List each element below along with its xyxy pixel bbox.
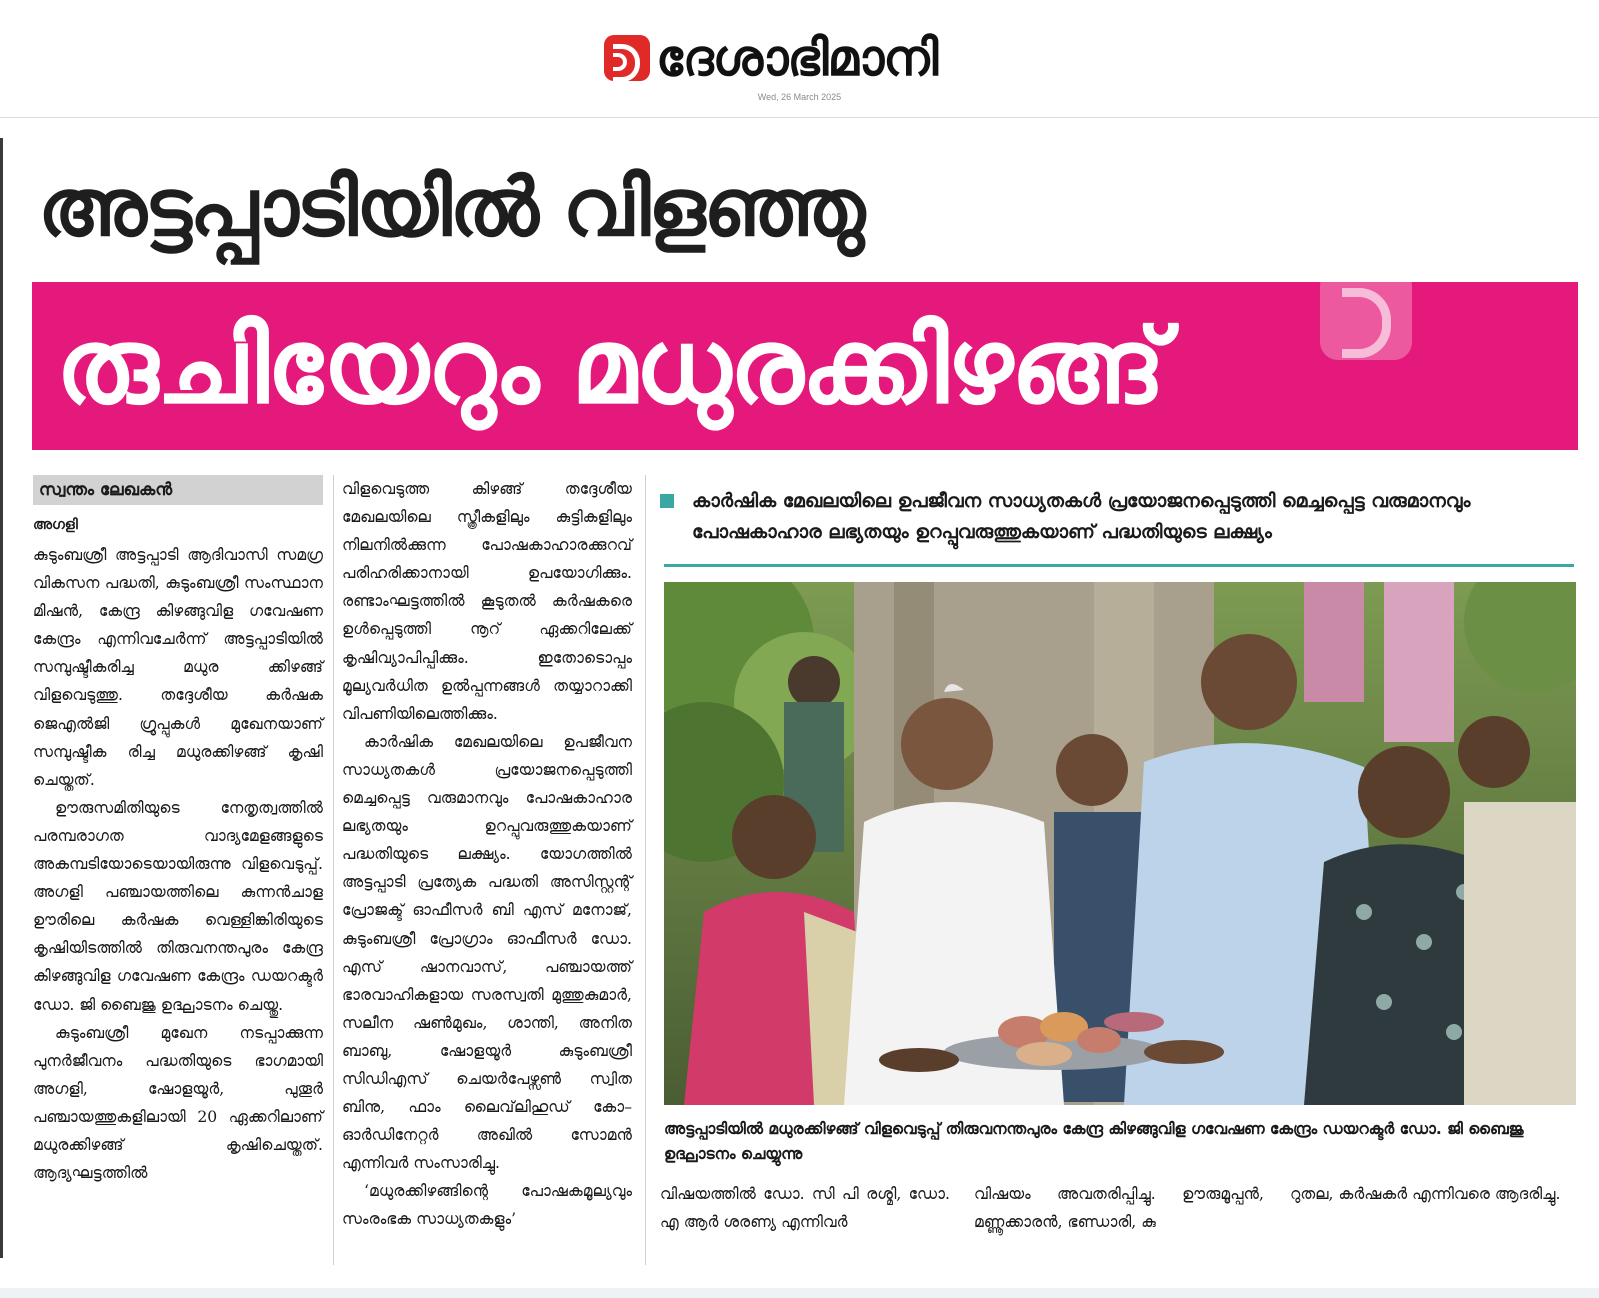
edition-date: Wed, 26 March 2025 bbox=[757, 92, 842, 102]
photo-caption: അട്ടപ്പാടിയിൽ മധുരക്കിഴങ്ങ് വിളവെടുപ്പ് തിരുവനന്തപുരം കേന്ദ്ര കിഴങ്ങുവിള ഗവേഷണ കേന്ദ്രം ഡയറക്ടർ ഡോ. ജി ബൈജു ഉദ്ഘാടനം ചെയ്യുന്നു bbox=[664, 1120, 1524, 1163]
news-clipping bbox=[0, 138, 1599, 1298]
deshabhimani-logo-icon bbox=[604, 35, 650, 81]
article-column-1 bbox=[33, 475, 323, 1187]
page-edge bbox=[0, 138, 3, 1258]
page-bottom-band bbox=[0, 1288, 1599, 1298]
paragraph: കാർഷിക മേഖലയിലെ ഉപജീവന സാധ്യതകൾ പ്രയോജനപ്പെടുത്തി മെച്ചപ്പെട്ട വരുമാനവും പോഷകാഹാര ലഭ്യതയും ഉറപ്പുവരുത്തുകയാണ് പദ്ധതിയുടെ ലക്ഷ്യം. യോഗത്തിൽ അട്ടപ്പാടി പ്രത്യേക പദ്ധതി അസിസ്റ്റന്റ് പ്രോജക്ട് ഓഫീസർ ബി എസ് മനോജ്, കുടുംബശ്രീ പ്രോഗ്രാം ഓഫീസർ ഡോ. എസ് ഷാനവാസ്, പഞ്ചായത്ത് ഭാരവാഹികളായ സരസ്വതി മുത്തുകുമാർ, സലീന ഷൺമുഖം, ശാന്തി, അനിത ബാബു, ഷോളയൂർ കുടുംബശ്രീ സിഡിഎസ് ചെയർപേഴ്സൺ സ്വിത ബിനു, ഫാം ലൈവ്‌ലിഹുഡ് കോ–ഓർഡിനേറ്റർ അഖിൽ സോമൻ എന്നിവർ സംസാരിച്ചു. bbox=[342, 732, 632, 1173]
site-logo[interactable] bbox=[604, 28, 937, 88]
logo-text: ദേശാഭിമാനി bbox=[656, 29, 938, 87]
paragraph: ഊരുസമിതിയുടെ നേതൃത്വത്തിൽ പരമ്പരാഗത വാദ്യമേളങ്ങളുടെ അകമ്പടിയോടെയായിരുന്നു വിളവെടുപ്പ്. അഗളി പഞ്ചായത്തിലെ കുന്നൻചാള ഊരിലെ കർഷക വെള്ളിങ്കിരിയുടെ കൃഷിയിടത്തിൽ തിരുവനന്തപുരം കേന്ദ്ര കിഴങ്ങുവിള ഗവേഷണ കേന്ദ്രം ഡയറക്ടർ ഡോ. ജി ബൈജു ഉദ്ഘാടനം ചെയ്തു. bbox=[33, 798, 323, 1014]
harvest-photo-illustration bbox=[664, 582, 1576, 1105]
dateline: അഗളി bbox=[33, 517, 78, 533]
masthead bbox=[0, 0, 1599, 118]
headline-banner bbox=[32, 282, 1578, 450]
pull-quote-rule bbox=[664, 564, 1574, 567]
main-headline: രുചിയേറും മധുരക്കിഴങ്ങ് bbox=[56, 305, 1164, 427]
column-divider bbox=[645, 475, 646, 1265]
paragraph: കുടുംബശ്രീ അട്ടപ്പാടി ആദിവാസി സമഗ്ര വികസന പദ്ധതി, കുടുംബശ്രീ സംസ്ഥാന മിഷൻ, കേന്ദ്ര കിഴങ്ങുവിള ഗവേഷണ കേന്ദ്രം എന്നിവചേർന്ന് അട്ടപ്പാടിയിൽ സമ്പുഷ്ടീകരിച്ച മധുര ക്കിഴങ്ങ് വിളവെടുത്തു. തദ്ദേശീയ കർഷക ജെഎൽജി ഗ്രൂപ്പുകൾ മുഖേനയാണ് സമ്പുഷ്ടീക രിച്ച മധുരക്കിഴങ്ങ് കൃഷി ചെയ്തത്. bbox=[33, 546, 323, 789]
column-divider bbox=[333, 475, 334, 1265]
paragraph: കുടുംബശ്രീ മുഖേന നടപ്പാക്കുന്ന പുനർജീവനം പദ്ധതിയുടെ ഭാഗമായി അഗളി, ഷോളയൂർ, പുതൂർ പഞ്ചായത്തുകളിലായി 20 ഏക്കറിലാണ് മധുരക്കിഴങ്ങ് കൃഷിചെയ്തത്. ആദ്യഘട്ടത്തിൽ bbox=[33, 1023, 323, 1183]
quote-marker-icon bbox=[660, 494, 674, 508]
pull-quote bbox=[660, 486, 1560, 548]
deshabhimani-watermark-icon bbox=[1320, 268, 1412, 360]
continuation-column-2: വിഷയം അവതരിപ്പിച്ചു. ഊരുമൂപ്പൻ, മണ്ണൂക്കാരൻ, ഭണ്ഡാരി, കു bbox=[974, 1185, 1264, 1232]
article-column-2 bbox=[342, 475, 632, 1234]
continuation-column-3: റുതല, കർഷകർ എന്നിവരെ ആദരിച്ചു. bbox=[1290, 1185, 1561, 1203]
byline: സ്വന്തം ലേഖകൻ bbox=[33, 475, 323, 505]
continuation-column-1: വിഷയത്തിൽ ഡോ. സി പി രശ്മി, ഡോ. എ ആർ ശരണ്യ എന്നിവർ bbox=[660, 1185, 950, 1232]
kicker-headline: അട്ടപ്പാടിയിൽ വിളഞ്ഞു bbox=[38, 161, 864, 254]
paragraph: വിളവെടുത്ത കിഴങ്ങ് തദ്ദേശീയ മേഖലയിലെ സ്ത്രീകളിലും കുട്ടികളിലും നിലനിൽക്കുന്ന പോഷകാഹാരക്കുറവ് പരിഹരിക്കാനായി ഉപയോഗിക്കും. രണ്ടാംഘട്ടത്തിൽ കൂടുതൽ കർഷകരെ ഉൾപ്പെടുത്തി നൂറ് ഏക്കറിലേക്ക് കൃഷിവ്യാപിപ്പിക്കും. ഇതോടൊപ്പം മൂല്യവർധിത ഉൽപ്പന്നങ്ങൾ തയ്യാറാക്കി വിപണിയിലെത്തിക്കും. bbox=[342, 480, 632, 723]
paragraph: ‘മധുരക്കിഴങ്ങിന്റെ പോഷകമൂല്യവും സംരംഭക സാധ്യതകളും’ bbox=[342, 1182, 632, 1229]
pull-quote-text: കാർഷിക മേഖലയിലെ ഉപജീവന സാധ്യതകൾ പ്രയോജനപ്പെടുത്തി മെച്ചപ്പെട്ട വരുമാനവും പോഷകാഹാര ലഭ്യതയും ഉറപ്പുവരുത്തുകയാണ് പദ്ധതിയുടെ ലക്ഷ്യം bbox=[692, 490, 1471, 543]
article-photo[interactable] bbox=[664, 582, 1576, 1105]
